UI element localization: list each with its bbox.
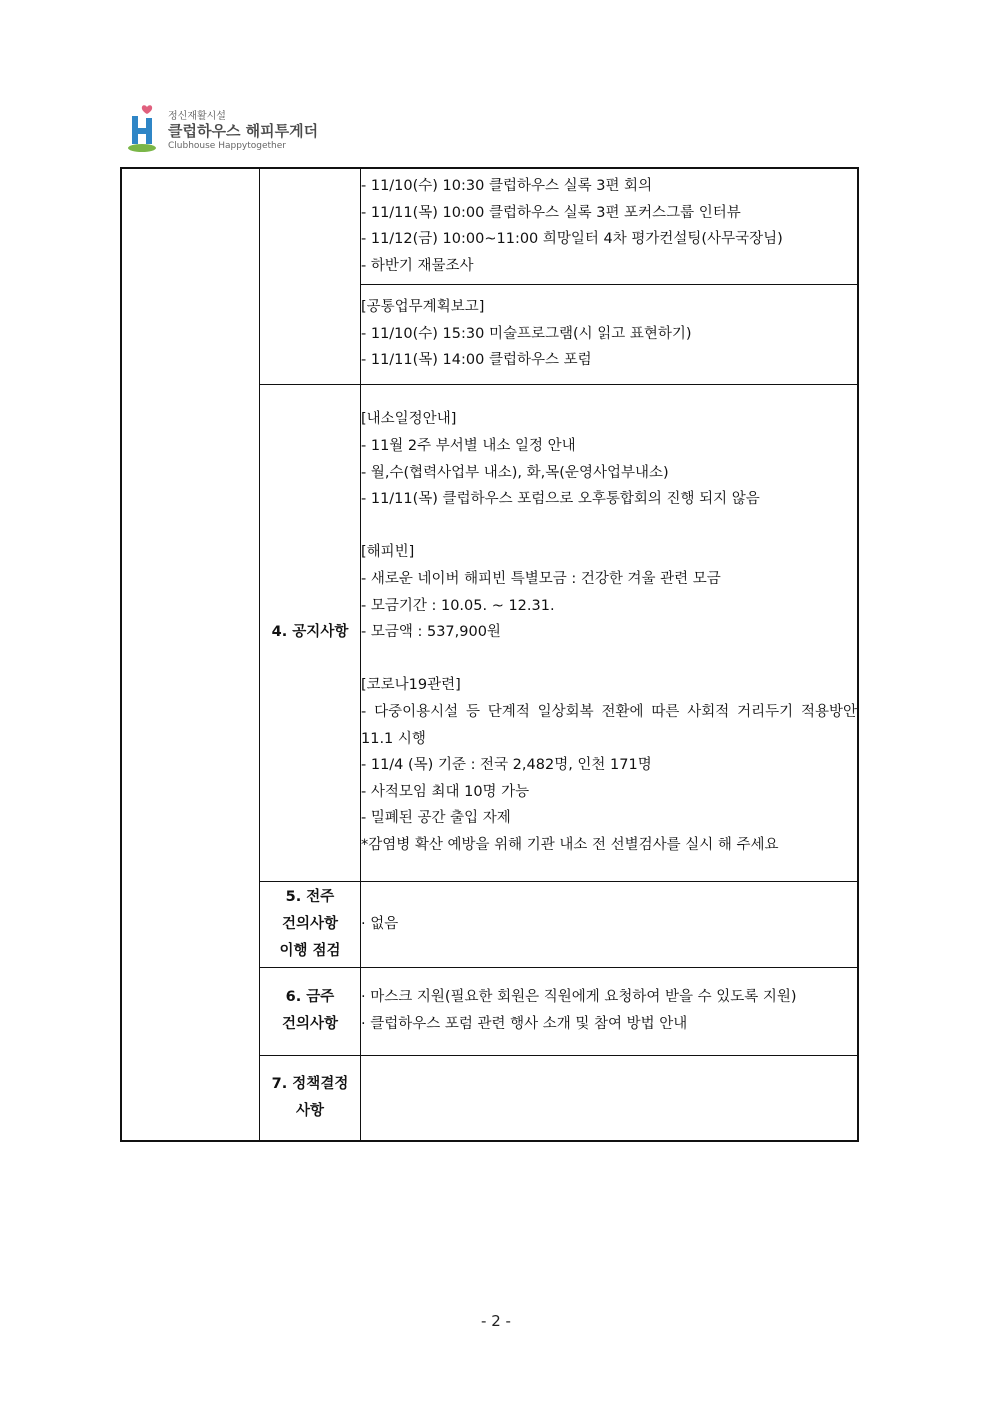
covid-item: *감염병 확산 예방을 위해 기관 내소 전 선별검사를 실시 해 주세요 [361,836,779,853]
prev-week-label-line: 이행 점검 [279,942,341,959]
work-item: - 11/10(수) 10:30 클럽하우스 실록 3편 회의 [361,178,653,195]
this-week-label-line: 6. 금주 [285,989,335,1005]
policy-cell [361,1055,859,1141]
visit-title: [내소일정안내] [361,411,457,428]
this-week-label [260,967,361,1055]
category-column-cell [121,168,260,1141]
this-week-item: · 클럽하우스 포럼 관련 행사 소개 및 참여 방법 안내 [361,1016,688,1032]
policy-label-line: 7. 정책결정 [271,1075,349,1092]
table-row [121,168,858,284]
happybean-title: [해피빈] [361,544,415,561]
clubhouse-h-logo-icon [128,104,162,154]
covid-paragraph: - 다중이용시설 등 단계적 일상회복 전환에 따른 사회적 거리두기 적용방안 11.1 시행 [361,703,857,747]
policy-label-line: 사항 [295,1102,324,1119]
prev-week-label-line: 건의사항 [281,915,339,932]
common-work-title: [공통업무계획보고] [361,299,485,316]
common-work-item: - 11/10(수) 15:30 미술프로그램(시 읽고 표현하기) [361,325,692,342]
org-logo [128,104,348,154]
work-item: - 11/11(목) 10:00 클럽하우스 실록 3편 포커스그룹 인터뷰 [361,204,741,221]
common-work-item: - 11/11(목) 14:00 클럽하우스 포럼 [361,352,592,369]
this-week-label-line: 건의사항 [281,1016,339,1032]
covid-item: - 사적모임 최대 10명 가능 [361,783,530,800]
org-name: 클럽하우스 해피투게더 [168,122,319,140]
visit-item: - 월,수(협력사업부 내소), 화,목(운영사업부내소) [361,464,669,481]
covid-title: [코로나19관련] [361,677,461,694]
work-item: - 하반기 재물조사 [361,257,474,274]
covid-item: - 11/4 (목) 기준 : 전국 2,482명, 인천 171명 [361,757,652,774]
happybean-item: - 모금액 : 537,900원 [361,624,501,641]
policy-label [260,1055,361,1141]
page-number: - 2 - [481,1312,511,1330]
prev-week-item: · 없음 [361,915,399,932]
work-item: - 11/12(금) 10:00~11:00 희망일터 4차 평가컨설팅(사무국장님) [361,231,783,248]
meeting-minutes-table [120,167,859,1142]
happybean-item: - 모금기간 : 10.05. ~ 12.31. [361,597,555,614]
work-label-cell [260,168,361,384]
org-subtitle: 정신재활시설 [168,111,226,122]
visit-item: - 11월 2주 부서별 내소 일정 안내 [361,438,576,455]
covid-item: - 밀폐된 공간 출입 자제 [361,810,511,827]
this-week-item: · 마스크 지원(필요한 회원은 직원에게 요청하여 받을 수 있도록 지원) [361,989,797,1006]
this-week-cell [361,967,859,1055]
notice-cell [361,384,859,881]
org-english-name: Clubhouse Happytogether [168,141,286,151]
work-schedule-cell [361,168,859,284]
visit-item: - 11/11(목) 클럽하우스 포럼으로 오후통합회의 진행 되지 않음 [361,491,760,508]
common-work-cell [361,284,859,384]
prev-week-cell [361,881,859,967]
notice-label: 4. 공지사항 [260,384,361,881]
prev-week-label-line: 5. 전주 [285,888,335,905]
happybean-item: - 새로운 네이버 해피빈 특별모금 : 건강한 겨울 관련 모금 [361,571,721,588]
prev-week-label [260,881,361,967]
